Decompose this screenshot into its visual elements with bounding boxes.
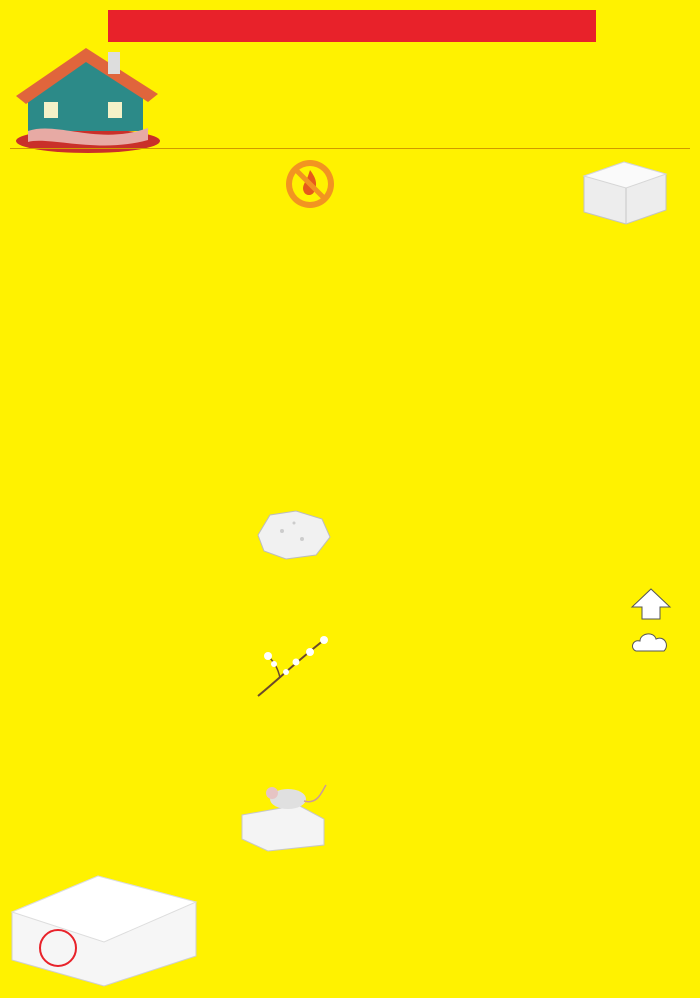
blossom-branch-image xyxy=(250,632,332,702)
foam-pack-image xyxy=(8,872,200,988)
thermal-chart xyxy=(380,404,686,556)
no-fire-icon xyxy=(284,158,336,210)
divider xyxy=(10,148,690,149)
mouse-on-foam-image xyxy=(238,775,328,853)
house-image xyxy=(8,36,164,154)
vapor-icon xyxy=(628,585,674,665)
aerated-block-image xyxy=(578,158,670,226)
page-title xyxy=(108,10,596,42)
foam-piece-image xyxy=(252,505,334,563)
